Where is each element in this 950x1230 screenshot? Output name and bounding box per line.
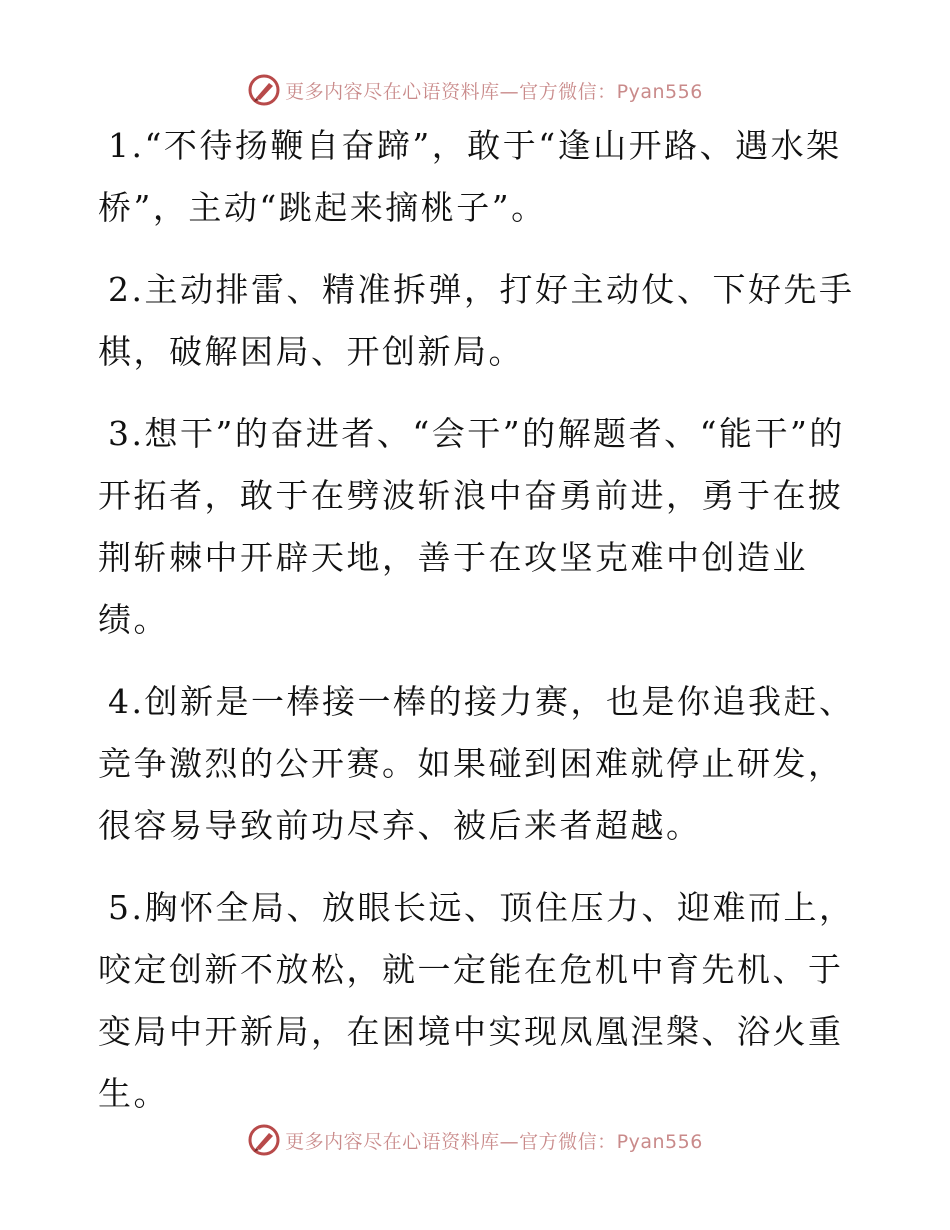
paragraph-5	[98, 877, 858, 1125]
paragraph-text: 想干”的奋进者、“会干”的解题者、“能干”的开拓者，敢于在劈波斩浪中奋勇前进，勇于在披荆斩棘中开辟天地，善于在攻坚克难中创造业绩。	[98, 414, 845, 639]
paragraph-number: 5.	[108, 888, 145, 927]
paragraph-1	[98, 115, 858, 239]
paragraph-2	[98, 259, 858, 383]
header-banner	[0, 70, 950, 110]
paragraph-text: “不待扬鞭自奋蹄”，敢于“逢山开路、遇水架桥”，主动“跳起来摘桃子”。	[98, 126, 842, 227]
paragraph-text: 胸怀全局、放眼长远、顶住压力、迎难而上，咬定创新不放松，就一定能在危机中育先机、于变局中开新局，在困境中实现凤凰涅槃、浴火重生。	[98, 888, 855, 1113]
footer-banner-text: 更多内容尽在心语资料库—官方微信：Pyan556	[285, 1130, 703, 1153]
header-banner-text: 更多内容尽在心语资料库—官方微信：Pyan556	[285, 80, 703, 103]
paragraph-text: 主动排雷、精准拆弹，打好主动仗、下好先手棋，破解困局、开创新局。	[98, 270, 855, 371]
document-body	[98, 115, 858, 1145]
paragraph-number: 1.	[108, 126, 145, 165]
footer-banner	[0, 1120, 950, 1160]
paragraph-3	[98, 403, 858, 651]
pen-circle-logo-icon	[247, 73, 281, 107]
paragraph-4	[98, 671, 858, 857]
paragraph-text: 创新是一棒接一棒的接力赛，也是你追我赶、竞争激烈的公开赛。如果碰到困难就停止研发，很容易导致前功尽弃、被后来者超越。	[98, 682, 855, 845]
paragraph-number: 3.	[108, 414, 145, 453]
paragraph-number: 4.	[108, 682, 145, 721]
pen-circle-logo-icon	[247, 1123, 281, 1157]
paragraph-number: 2.	[108, 270, 145, 309]
